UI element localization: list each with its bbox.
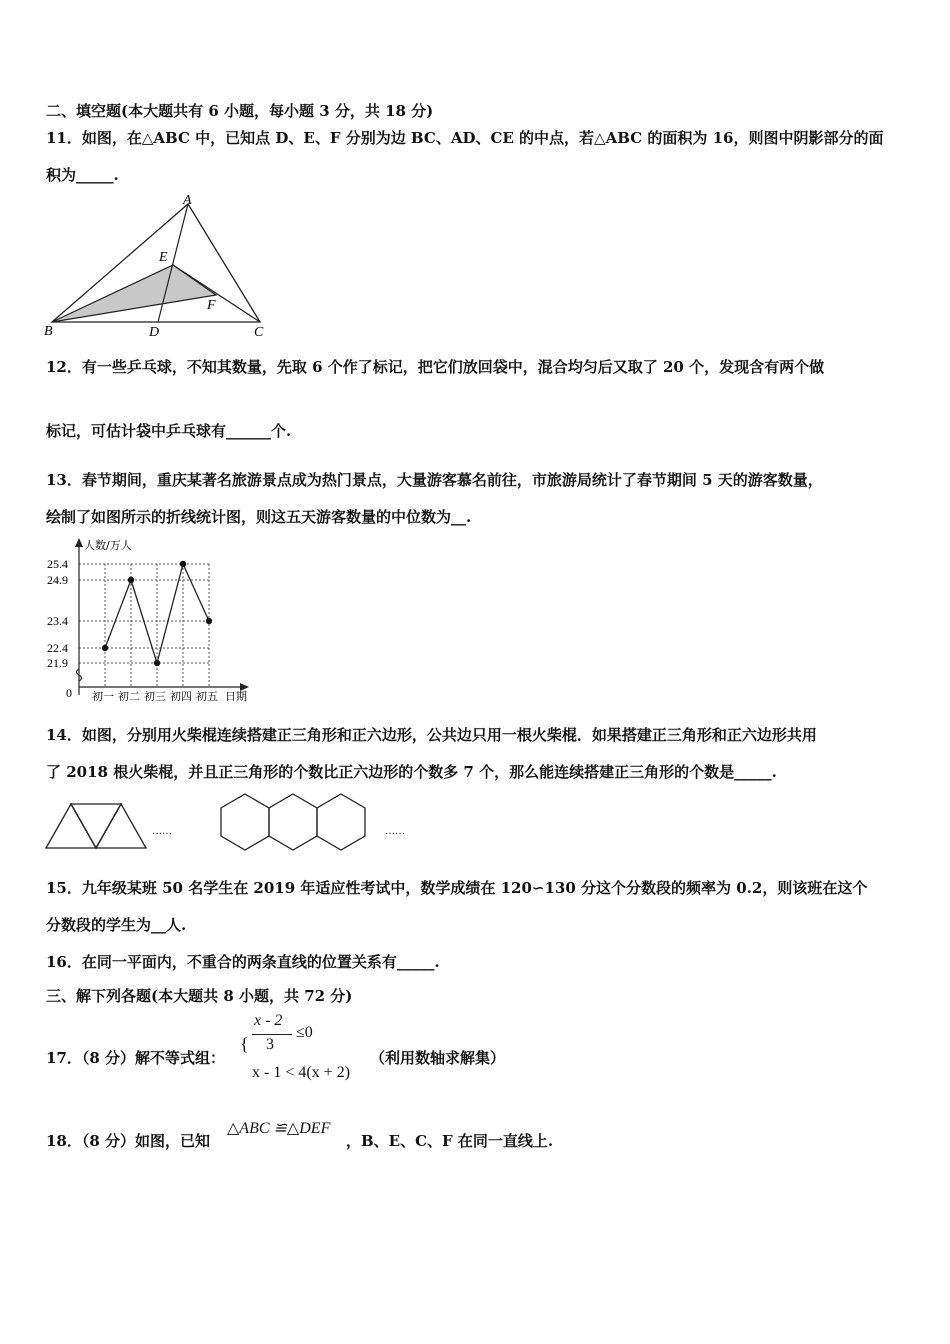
- hexagon-1: [221, 794, 269, 850]
- y-tick-label: 24.9: [47, 573, 68, 587]
- section3-header: 三、解下列各题(本大题共 8 小题，共 72 分): [46, 987, 353, 1005]
- y-tick-label: 25.4: [47, 557, 68, 571]
- q14-line1: 14．如图，分别用火柴棍连续搭建正三角形和正六边形，公共边只用一根火柴棍．如果搭建正三角形和正六边形共用: [46, 726, 817, 744]
- q13-line2: 绘制了如图所示的折线统计图，则这五天游客数量的中位数为__.: [46, 508, 472, 526]
- congruence-expression: △ABC ≌△DEF: [227, 1120, 331, 1137]
- dots-right: ……: [385, 826, 405, 837]
- triangle-3: [96, 804, 146, 848]
- q18-suffix: ，B、E、C、F 在同一直线上.: [346, 1132, 554, 1150]
- q11-line1: 11．如图，在△ABC 中，已知点 D、E、F 分别为边 BC、AD、CE 的中点，若△ABC 的面积为 16，则图中阴影部分的面: [46, 129, 884, 147]
- fraction-numerator: x - 2: [254, 1012, 283, 1029]
- q14-line2: 了 2018 根火柴棍，并且正三角形的个数比正六边形的个数多 7 个，那么能连续搭建正三角形的个数是_____.: [46, 763, 777, 781]
- y-axis-arrow: [75, 538, 83, 547]
- data-point: [180, 561, 186, 567]
- y-axis-title: 人数/万人: [84, 539, 132, 552]
- x-tick-label: 初四: [170, 690, 192, 703]
- data-point: [154, 660, 160, 666]
- label-f: F: [207, 298, 216, 313]
- q15-line2: 分数段的学生为__人.: [46, 916, 187, 934]
- x-tick-label: 初三: [144, 690, 166, 703]
- triangle-1: [46, 804, 96, 848]
- label-e: E: [159, 250, 168, 265]
- x-axis-title: 日期: [225, 690, 247, 703]
- q17-prefix: 17．（8 分）解不等式组：: [46, 1049, 226, 1067]
- q17-suffix: （利用数轴求解集）: [370, 1049, 506, 1067]
- hexagon-2: [269, 794, 317, 850]
- left-brace: {: [240, 1034, 249, 1054]
- q11-line2: 积为_____.: [46, 166, 119, 184]
- origin-label: 0: [66, 686, 72, 700]
- q13-line1: 13．春节期间，重庆某著名旅游景点成为热门景点，大量游客慕名前往，市旅游局统计了春节期间 5 天的游客数量，: [46, 471, 823, 489]
- x-tick-label: 初一: [92, 690, 114, 703]
- fraction-denominator: 3: [266, 1036, 274, 1053]
- label-c: C: [254, 325, 264, 340]
- data-point: [102, 645, 108, 651]
- x-tick-label: 初二: [118, 690, 140, 703]
- y-tick-label: 22.4: [47, 641, 68, 655]
- x-tick-label: 初五: [196, 690, 218, 703]
- label-a: A: [183, 193, 192, 208]
- shaded-triangle: [52, 265, 216, 322]
- label-d: D: [149, 325, 160, 340]
- hexagon-1: [218, 795, 271, 827]
- triangle-figure: [40, 192, 280, 342]
- triangle-2: [71, 804, 121, 848]
- q12-line1: 12．有一些乒乓球，不知其数量，先取 6 个作了标记，把它们放回袋中，混合均匀后又取了 20 个，发现含有两个做: [46, 358, 825, 376]
- data-point: [128, 577, 134, 583]
- matchstick-figure: [40, 790, 420, 865]
- relation-1: ≤0: [296, 1024, 313, 1041]
- label-b: B: [44, 324, 53, 339]
- line-chart: [44, 535, 254, 705]
- y-tick-label: 21.9: [47, 656, 68, 670]
- section2-header: 二、填空题(本大题共有 6 小题，每小题 3 分，共 18 分): [46, 102, 434, 120]
- y-tick-label: 23.4: [47, 614, 68, 628]
- inequality-system: [240, 1010, 370, 1090]
- q18-prefix: 18．（8 分）如图，已知: [46, 1132, 211, 1150]
- fraction-bar: [252, 1034, 292, 1035]
- data-point: [206, 618, 212, 624]
- hexagon-3: [317, 794, 365, 850]
- q15-line1: 15．九年级某班 50 名学生在 2019 年适应性考试中，数学成绩在 120∽130 分这个分数段的频率为 0.2，则该班在这个: [46, 879, 868, 897]
- dots-left: ……: [152, 826, 172, 837]
- q16: 16．在同一平面内，不重合的两条直线的位置关系有_____.: [46, 953, 440, 971]
- inequality-2: x - 1 < 4(x + 2): [252, 1064, 351, 1081]
- q12-line2: 标记，可估计袋中乒乓球有______个.: [46, 422, 292, 440]
